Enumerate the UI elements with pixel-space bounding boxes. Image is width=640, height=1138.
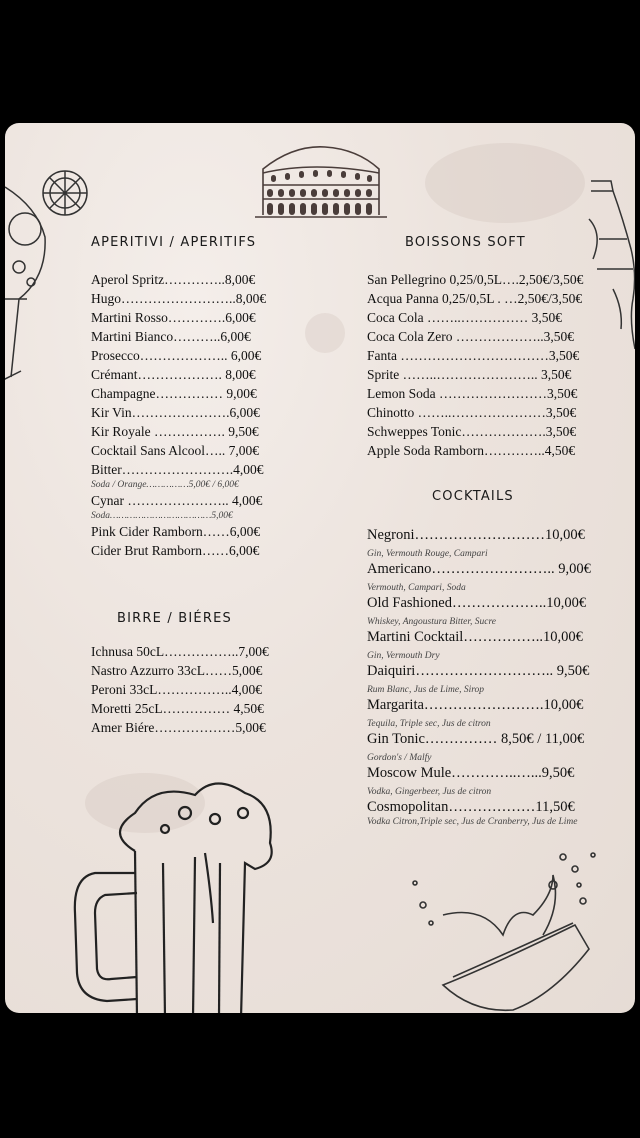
soda-bottle-icon: [583, 179, 635, 354]
cocktail-name: Daiquiri……………………….. 9,50€: [367, 663, 590, 679]
menu-item: Prosecco……………….. 6,00€: [91, 348, 262, 363]
menu-item: Ichnusa 50cL……………..7,00€: [91, 644, 269, 659]
cocktail-ingredients: Gin, Vermouth Dry: [367, 651, 440, 661]
section-title-birre: BIRRE / BIÉRES: [117, 611, 232, 626]
menu-item: Champagne…………… 9,00€: [91, 386, 257, 401]
cocktail-ingredients: Rum Blanc, Jus de Lime, Sirop: [367, 685, 485, 695]
menu-item: Peroni 33cL……………..4,00€: [91, 682, 262, 697]
section-title-aperitivi: APERITIVI / APERITIFS: [91, 235, 257, 250]
menu-item: Fanta ……………………………3,50€: [367, 348, 580, 363]
beer-mug-icon: [65, 773, 285, 1013]
menu-item: Coca Cola Zero ………………..3,50€: [367, 329, 574, 344]
cocktail-name: Negroni………………………10,00€: [367, 527, 585, 543]
cocktail-name: Moscow Mule…………..…...9,50€: [367, 765, 575, 781]
cocktail-name: Margarita…………………….10,00€: [367, 697, 584, 713]
menu-item: Chinotto ……..…………………3,50€: [367, 405, 577, 420]
cocktail-name: Americano…………………….. 9,00€: [367, 561, 591, 577]
aperitivi-list: [91, 270, 266, 560]
spritz-glass-icon: [5, 167, 97, 387]
menu-item: Martini Rosso………….6,00€: [91, 310, 256, 325]
section-title-cocktails: COCKTAILS: [432, 489, 514, 504]
menu-item: Crémant………………. 8,00€: [91, 367, 256, 382]
menu-item: Hugo……………………..8,00€: [91, 291, 267, 306]
menu-item: Acqua Panna 0,25/0,5L . …2,50€/3,50€: [367, 291, 583, 306]
cocktail-ingredients: Vodka, Gingerbeer, Jus de citron: [367, 787, 492, 797]
menu-item: Aperol Spritz…………..8,00€: [91, 272, 256, 287]
menu-item: Schweppes Tonic……………….3,50€: [367, 424, 577, 439]
menu-item-note: Soda………………………………5,00€: [91, 511, 233, 521]
paper-stain: [305, 313, 345, 353]
cocktail-ingredients: Vodka Citron,Triple sec, Jus de Cranberry, Jus de Lime: [367, 817, 578, 827]
cocktail-ingredients: Gin, Vermouth Rouge, Campari: [367, 549, 488, 559]
cocktail-name: Old Fashioned………………..10,00€: [367, 595, 587, 611]
birre-list: [91, 642, 269, 737]
cocktails-list: [367, 516, 599, 828]
menu-item: Apple Soda Ramborn…………..4,50€: [367, 443, 576, 458]
cocktail-name: Martini Cocktail……………..10,00€: [367, 629, 583, 645]
cocktail-name: Cosmopolitan………………11,50€: [367, 799, 575, 815]
menu-item: Amer Biére………………5,00€: [91, 720, 266, 735]
menu-item: Cynar ………………….. 4,00€: [91, 493, 263, 508]
cocktail-splash-icon: [403, 845, 603, 1013]
menu-item: Pink Cider Ramborn……6,00€: [91, 524, 261, 539]
menu-item: Cocktail Sans Alcool….. 7,00€: [91, 443, 259, 458]
menu-card: [5, 123, 635, 1013]
menu-item: Martini Bianco………..6,00€: [91, 329, 251, 344]
menu-item-note: Soda / Orange……………5,00€ / 6,00€: [91, 480, 239, 490]
cocktail-ingredients: Whiskey, Angoustura Bitter, Sucre: [367, 617, 497, 627]
menu-item: Lemon Soda ……………………3,50€: [367, 386, 578, 401]
paper-stain: [425, 143, 585, 223]
colosseum-icon: [253, 143, 389, 221]
section-title-soft: BOISSONS SOFT: [405, 235, 526, 250]
menu-item: San Pellegrino 0,25/0,5L….2,50€/3,50€: [367, 272, 584, 287]
cocktail-ingredients: Tequila, Triple sec, Jus de citron: [367, 719, 491, 729]
soft-list: [367, 270, 583, 460]
cocktail-ingredients: Vermouth, Campari, Soda: [367, 583, 466, 593]
menu-item: Kir Vin………………….6,00€: [91, 405, 260, 420]
menu-item: Coca Cola ……..…………… 3,50€: [367, 310, 562, 325]
menu-item: Moretti 25cL…………… 4,50€: [91, 701, 264, 716]
menu-item: Sprite ……..………………….. 3,50€: [367, 367, 572, 382]
cocktail-name: Gin Tonic…………… 8,50€ / 11,00€: [367, 731, 585, 747]
menu-item: Cider Brut Ramborn……6,00€: [91, 543, 260, 558]
cocktail-ingredients: Gordon's / Malfy: [367, 753, 432, 763]
menu-item: Kir Royale ……………. 9,50€: [91, 424, 259, 439]
menu-item: Bitter…………………….4,00€: [91, 462, 264, 477]
menu-item: Nastro Azzurro 33cL……5,00€: [91, 663, 263, 678]
